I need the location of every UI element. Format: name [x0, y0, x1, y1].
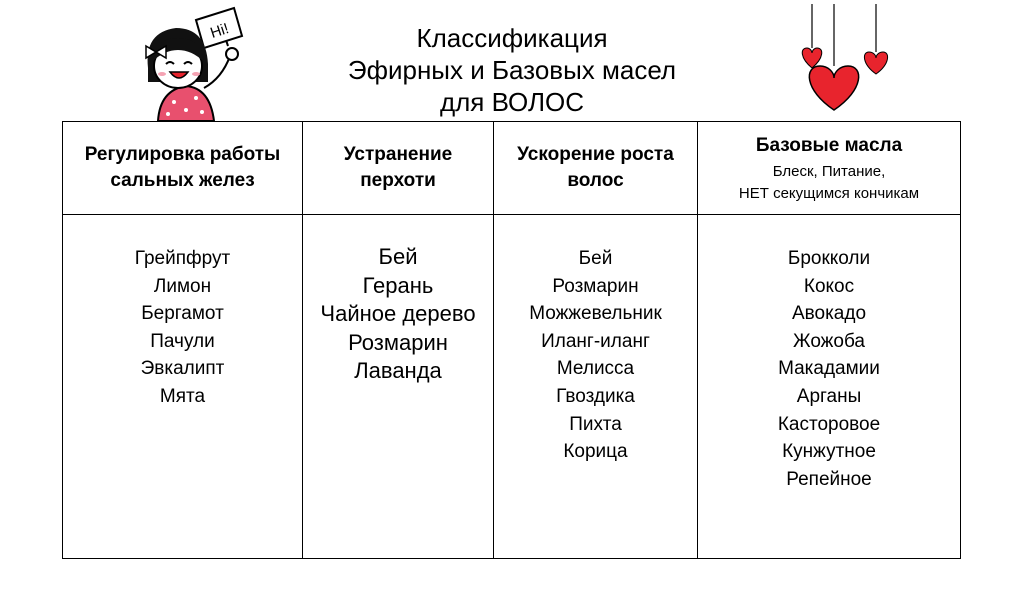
header-subtitle: Блеск, Питание, — [772, 163, 886, 180]
oil-item: Бергамот — [141, 303, 224, 325]
column-sebum-regulation — [63, 215, 303, 559]
hi-sign — [196, 8, 242, 48]
oil-item: Можжевельник — [529, 303, 662, 325]
header-line: Устранение — [343, 144, 453, 165]
oil-item: Арганы — [796, 385, 862, 407]
oil-item: Гвоздика — [556, 385, 635, 407]
header-subtitle: НЕТ секущимся кончикам — [738, 185, 920, 202]
oil-item: Чайное дерево — [320, 301, 476, 326]
column-hair-growth — [494, 215, 698, 559]
oil-item: Бей — [578, 248, 613, 269]
title-line-3: для ВОЛОС — [439, 87, 585, 117]
oil-list — [698, 215, 960, 493]
title-line-2: Эфирных и Базовых масел — [347, 55, 677, 85]
header-line: сальных желез — [110, 170, 255, 191]
oil-item: Авокадо — [791, 303, 867, 325]
oil-item: Герань — [362, 272, 434, 298]
oil-item: Пихта — [569, 413, 622, 435]
header-dandruff — [303, 122, 494, 215]
column-dandruff — [303, 215, 494, 559]
sign-text: Hi! — [208, 20, 231, 42]
oil-list — [63, 215, 302, 411]
header-hair-growth — [494, 122, 698, 215]
header-line: Регулировка работы — [84, 144, 281, 165]
oil-item: Мята — [159, 385, 206, 407]
oil-item: Лимон — [153, 275, 212, 297]
header-sebum-regulation — [63, 122, 303, 215]
oils-table — [62, 121, 961, 559]
heart-icon — [864, 52, 887, 74]
oil-item: Репейное — [786, 468, 872, 490]
heart-icon — [809, 66, 858, 110]
oil-item: Кокос — [803, 275, 855, 297]
header-line: перхоти — [360, 170, 436, 191]
oil-item: Эвкалипт — [140, 358, 225, 380]
oil-item: Макадамии — [778, 358, 880, 380]
girl-illustration — [130, 6, 250, 121]
oil-list — [303, 215, 493, 386]
header-line: волос — [567, 170, 624, 191]
title-line-1: Классификация — [416, 23, 608, 53]
oil-item: Касторовое — [777, 413, 881, 435]
header-line: Ускорение роста — [517, 144, 674, 165]
heart-icon — [802, 48, 821, 68]
oil-item: Лаванда — [354, 358, 442, 383]
page-title — [300, 22, 724, 118]
header-line: Базовые масла — [755, 135, 903, 156]
hanging-hearts-illustration — [790, 4, 900, 114]
oil-item: Жожоба — [793, 330, 865, 352]
oil-item: Корица — [563, 441, 628, 463]
oil-item: Розмарин — [348, 329, 448, 355]
oil-item: Розмарин — [552, 275, 639, 297]
oil-list — [494, 215, 697, 466]
table-body-row — [63, 215, 961, 559]
oil-item: Грейпфрут — [134, 248, 231, 269]
oil-item: Мелисса — [556, 358, 635, 380]
oil-item: Кунжутное — [782, 441, 876, 463]
oil-item: Иланг-иланг — [541, 330, 650, 352]
header-base-oils — [698, 122, 961, 215]
table-header-row — [63, 122, 961, 215]
oil-item: Бей — [378, 244, 418, 269]
oil-item: Брокколи — [787, 248, 871, 269]
oil-item: Пачули — [150, 330, 215, 352]
column-base-oils — [698, 215, 961, 559]
